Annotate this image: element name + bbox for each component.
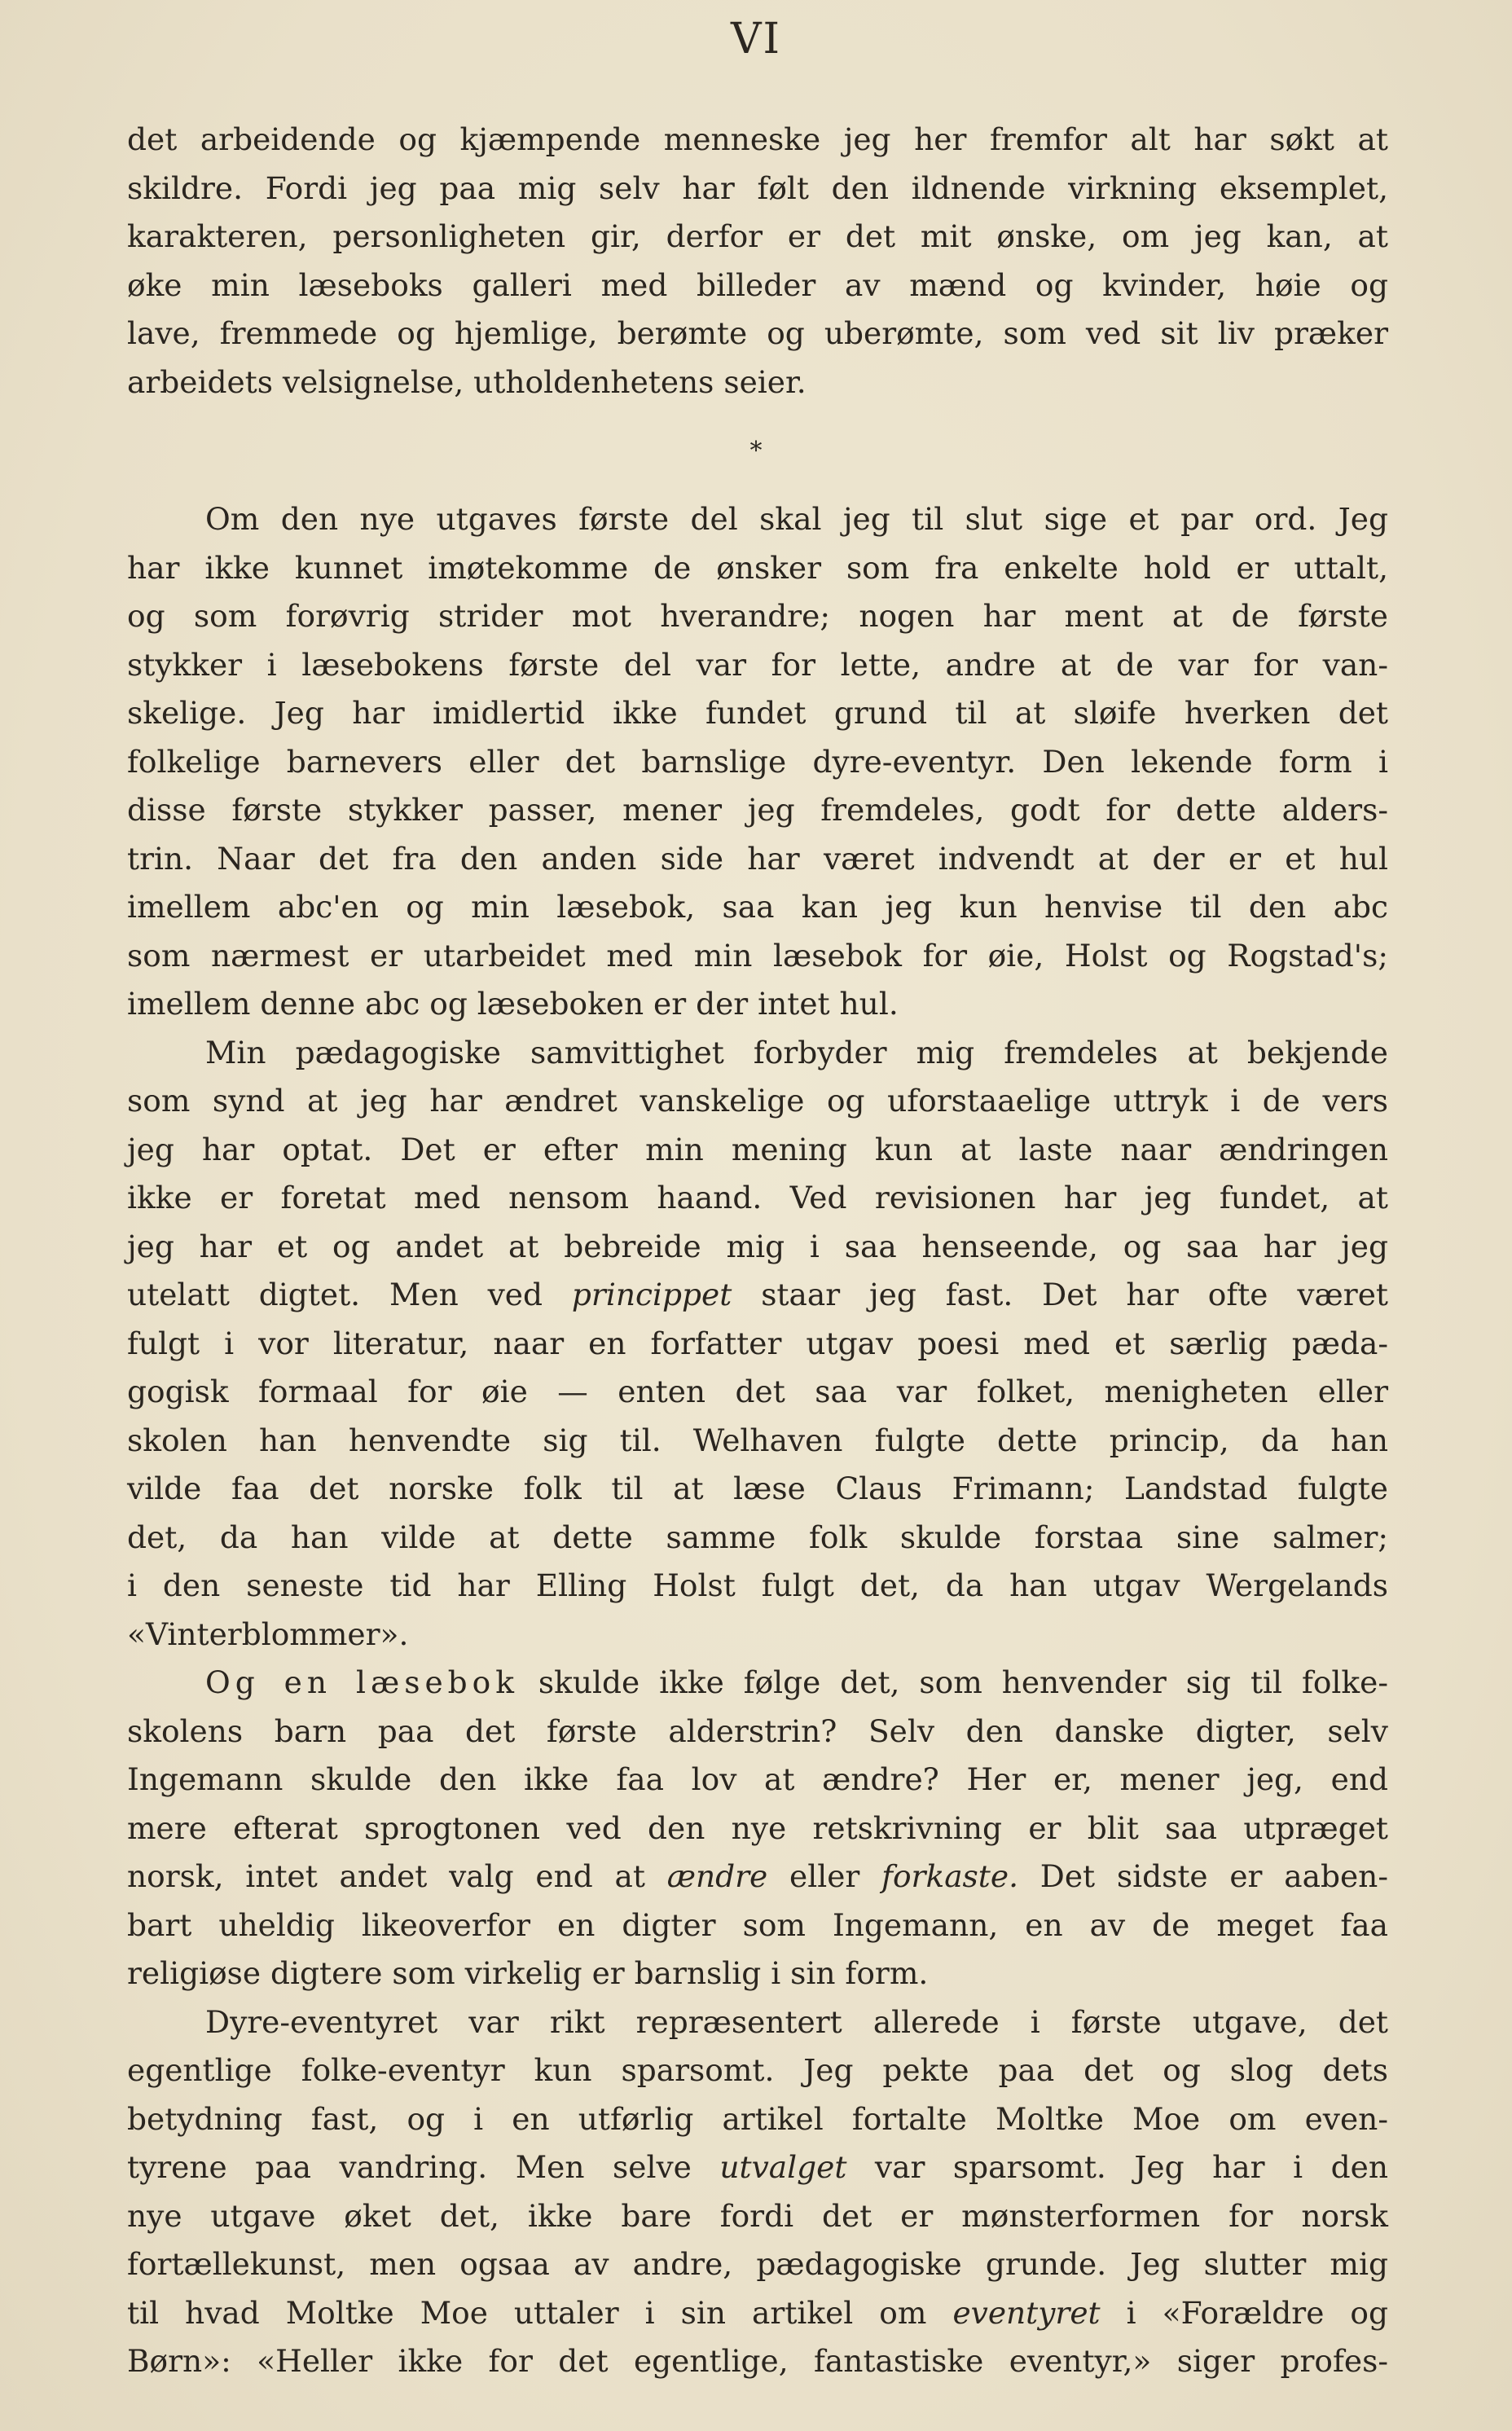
text-segment: i «Forældre og [1100, 2294, 1388, 2331]
text-line: bart uheldig likeoverfor en digter som Ingemann, en av de meget faa [127, 1906, 1388, 1943]
text-segment: utelatt digtet. Men ved [127, 1277, 572, 1312]
text-line: Om den nye utgaves første del skal jeg til slut sige et par ord. Jeg [205, 501, 1388, 537]
text-line: gogisk formaal for øie — enten det saa var folket, menigheten eller [127, 1374, 1388, 1409]
italic-word: utvalget [719, 2149, 847, 2185]
text-segment: var sparsomt. Jeg har i den [846, 2149, 1388, 2185]
text-line: nye utgave øket det, ikke bare fordi det er mønsterformen for norsk [127, 2197, 1388, 2234]
text-line: det arbeidende og kjæmpende menneske jeg her fremfor alt har søkt at [127, 121, 1388, 157]
italic-word: princippet [571, 1277, 732, 1312]
text-line: jeg har et og andet at bebreide mig i saa henseende, og saa har jeg [127, 1228, 1388, 1264]
text-line: skelige. Jeg har imidlertid ikke fundet grund til at sløife hverken det [127, 695, 1388, 731]
text-line: karakteren, personligheten gir, derfor er det mit ønske, om jeg kan, at [127, 218, 1388, 254]
text-line: skildre. Fordi jeg paa mig selv har følt den ildnende virkning eksemplet, [127, 169, 1388, 206]
text-line [127, 1659, 1388, 1708]
text-line [127, 2143, 1388, 2192]
text-line [127, 2289, 1388, 2338]
text-segment: til hvad Moltke Moe uttaler i sin artikel om [127, 2294, 953, 2331]
text-line: betydning fast, og i en utførlig artikel fortalte Moltke Moe om even- [127, 2100, 1388, 2137]
text-line: fortællekunst, men ogsaa av andre, pædagogiske grunde. Jeg slutter mig [127, 2246, 1388, 2282]
text-line: som nærmest er utarbeidet med min læsebok for øie, Holst og Rogstad's; [127, 937, 1388, 974]
text-line: folkelige barnevers eller det barnslige dyre-eventyr. Den lekende form i [127, 743, 1388, 780]
text-line: Ingemann skulde den ikke faa lov at ændre? Her er, mener jeg, end [127, 1761, 1388, 1797]
text-line: det, da han vilde at dette samme folk skulde forstaa sine salmer; [127, 1519, 1388, 1555]
page-number: VI [730, 15, 782, 64]
text-segment: tyrene paa vandring. Men selve [127, 2149, 720, 2185]
text-line: skolens barn paa det første alderstrin? Selv den danske digter, selv [127, 1712, 1388, 1749]
text-segment: skulde ikke følge det, som henvender sig til folke- [518, 1664, 1388, 1700]
text-segment: Det sidste er aaben- [1018, 1858, 1388, 1894]
italic-word: eventyret [952, 2294, 1101, 2331]
text-line: arbeidets velsignelse, utholdenhetens seier. [127, 363, 807, 400]
italic-word: ændre [666, 1858, 768, 1894]
text-line: imellem denne abc og læseboken er der intet hul. [127, 986, 899, 1022]
text-segment: eller [767, 1858, 882, 1894]
text-line: trin. Naar det fra den anden side har været indvendt at der er et hul [127, 840, 1388, 877]
text-segment: staar jeg fast. Det har ofte været [732, 1277, 1388, 1312]
text-line: Min pædagogiske samvittighet forbyder mig fremdeles at bekjende [205, 1034, 1388, 1070]
text-line: religiøse digtere som virkelig er barnslig i sin form. [127, 1955, 929, 1991]
italic-word: forkaste. [881, 1858, 1018, 1894]
section-separator: * [749, 437, 763, 465]
text-line: som synd at jeg har ændret vanskelige og uforstaaelige uttryk i de vers [127, 1083, 1388, 1119]
text-line: fulgt i vor literatur, naar en forfatter utgav poesi med et særlig pæda- [127, 1325, 1388, 1361]
text-line: Dyre-eventyret var rikt repræsentert allerede i første utgave, det [205, 2003, 1388, 2040]
text-line: øke min læseboks galleri med billeder av mænd og kvinder, høie og [127, 266, 1388, 303]
text-line: jeg har optat. Det er efter min mening kun at laste naar ændringen [127, 1131, 1388, 1167]
text-line: ikke er foretat med nensom haand. Ved revisionen har jeg fundet, at [127, 1180, 1388, 1216]
text-segment: norsk, intet andet valg end at [127, 1858, 667, 1894]
text-line: Børn»: «Heller ikke for det egentlige, fantastiske eventyr,» siger profes- [127, 2343, 1388, 2379]
text-line: og som forøvrig strider mot hverandre; nogen har ment at de første [127, 598, 1388, 634]
text-line: mere efterat sprogtonen ved den nye retskrivning er blit saa utpræget [127, 1809, 1388, 1846]
text-line [127, 1853, 1388, 1901]
text-line: vilde faa det norske folk til at læse Claus Frimann; Landstad fulgte [127, 1470, 1388, 1506]
text-line: imellem abc'en og min læsebok, saa kan jeg kun henvise til den abc [127, 889, 1388, 925]
text-line: har ikke kunnet imøtekomme de ønsker som fra enkelte hold er uttalt, [127, 549, 1388, 586]
text-line: egentlige folke-eventyr kun sparsomt. Jeg pekte paa det og slog dets [127, 2052, 1388, 2088]
text-line: disse første stykker passer, mener jeg fremdeles, godt for dette alders- [127, 792, 1388, 828]
text-line: «Vinterblommer». [127, 1616, 409, 1652]
text-line: i den seneste tid har Elling Holst fulgt det, da han utgav Wergelands [127, 1567, 1388, 1603]
spaced-phrase: Og en læsebok [205, 1664, 519, 1700]
text-line [127, 1271, 1388, 1320]
text-line: stykker i læsebokens første del var for lette, andre at de var for van- [127, 646, 1388, 683]
text-line: skolen han henvendte sig til. Welhaven fulgte dette princip, da han [127, 1422, 1388, 1458]
text-line: lave, fremmede og hjemlige, berømte og uberømte, som ved sit liv præker [127, 315, 1388, 351]
paragraph-1 [127, 116, 1388, 407]
paragraph-2 [127, 495, 1388, 2386]
